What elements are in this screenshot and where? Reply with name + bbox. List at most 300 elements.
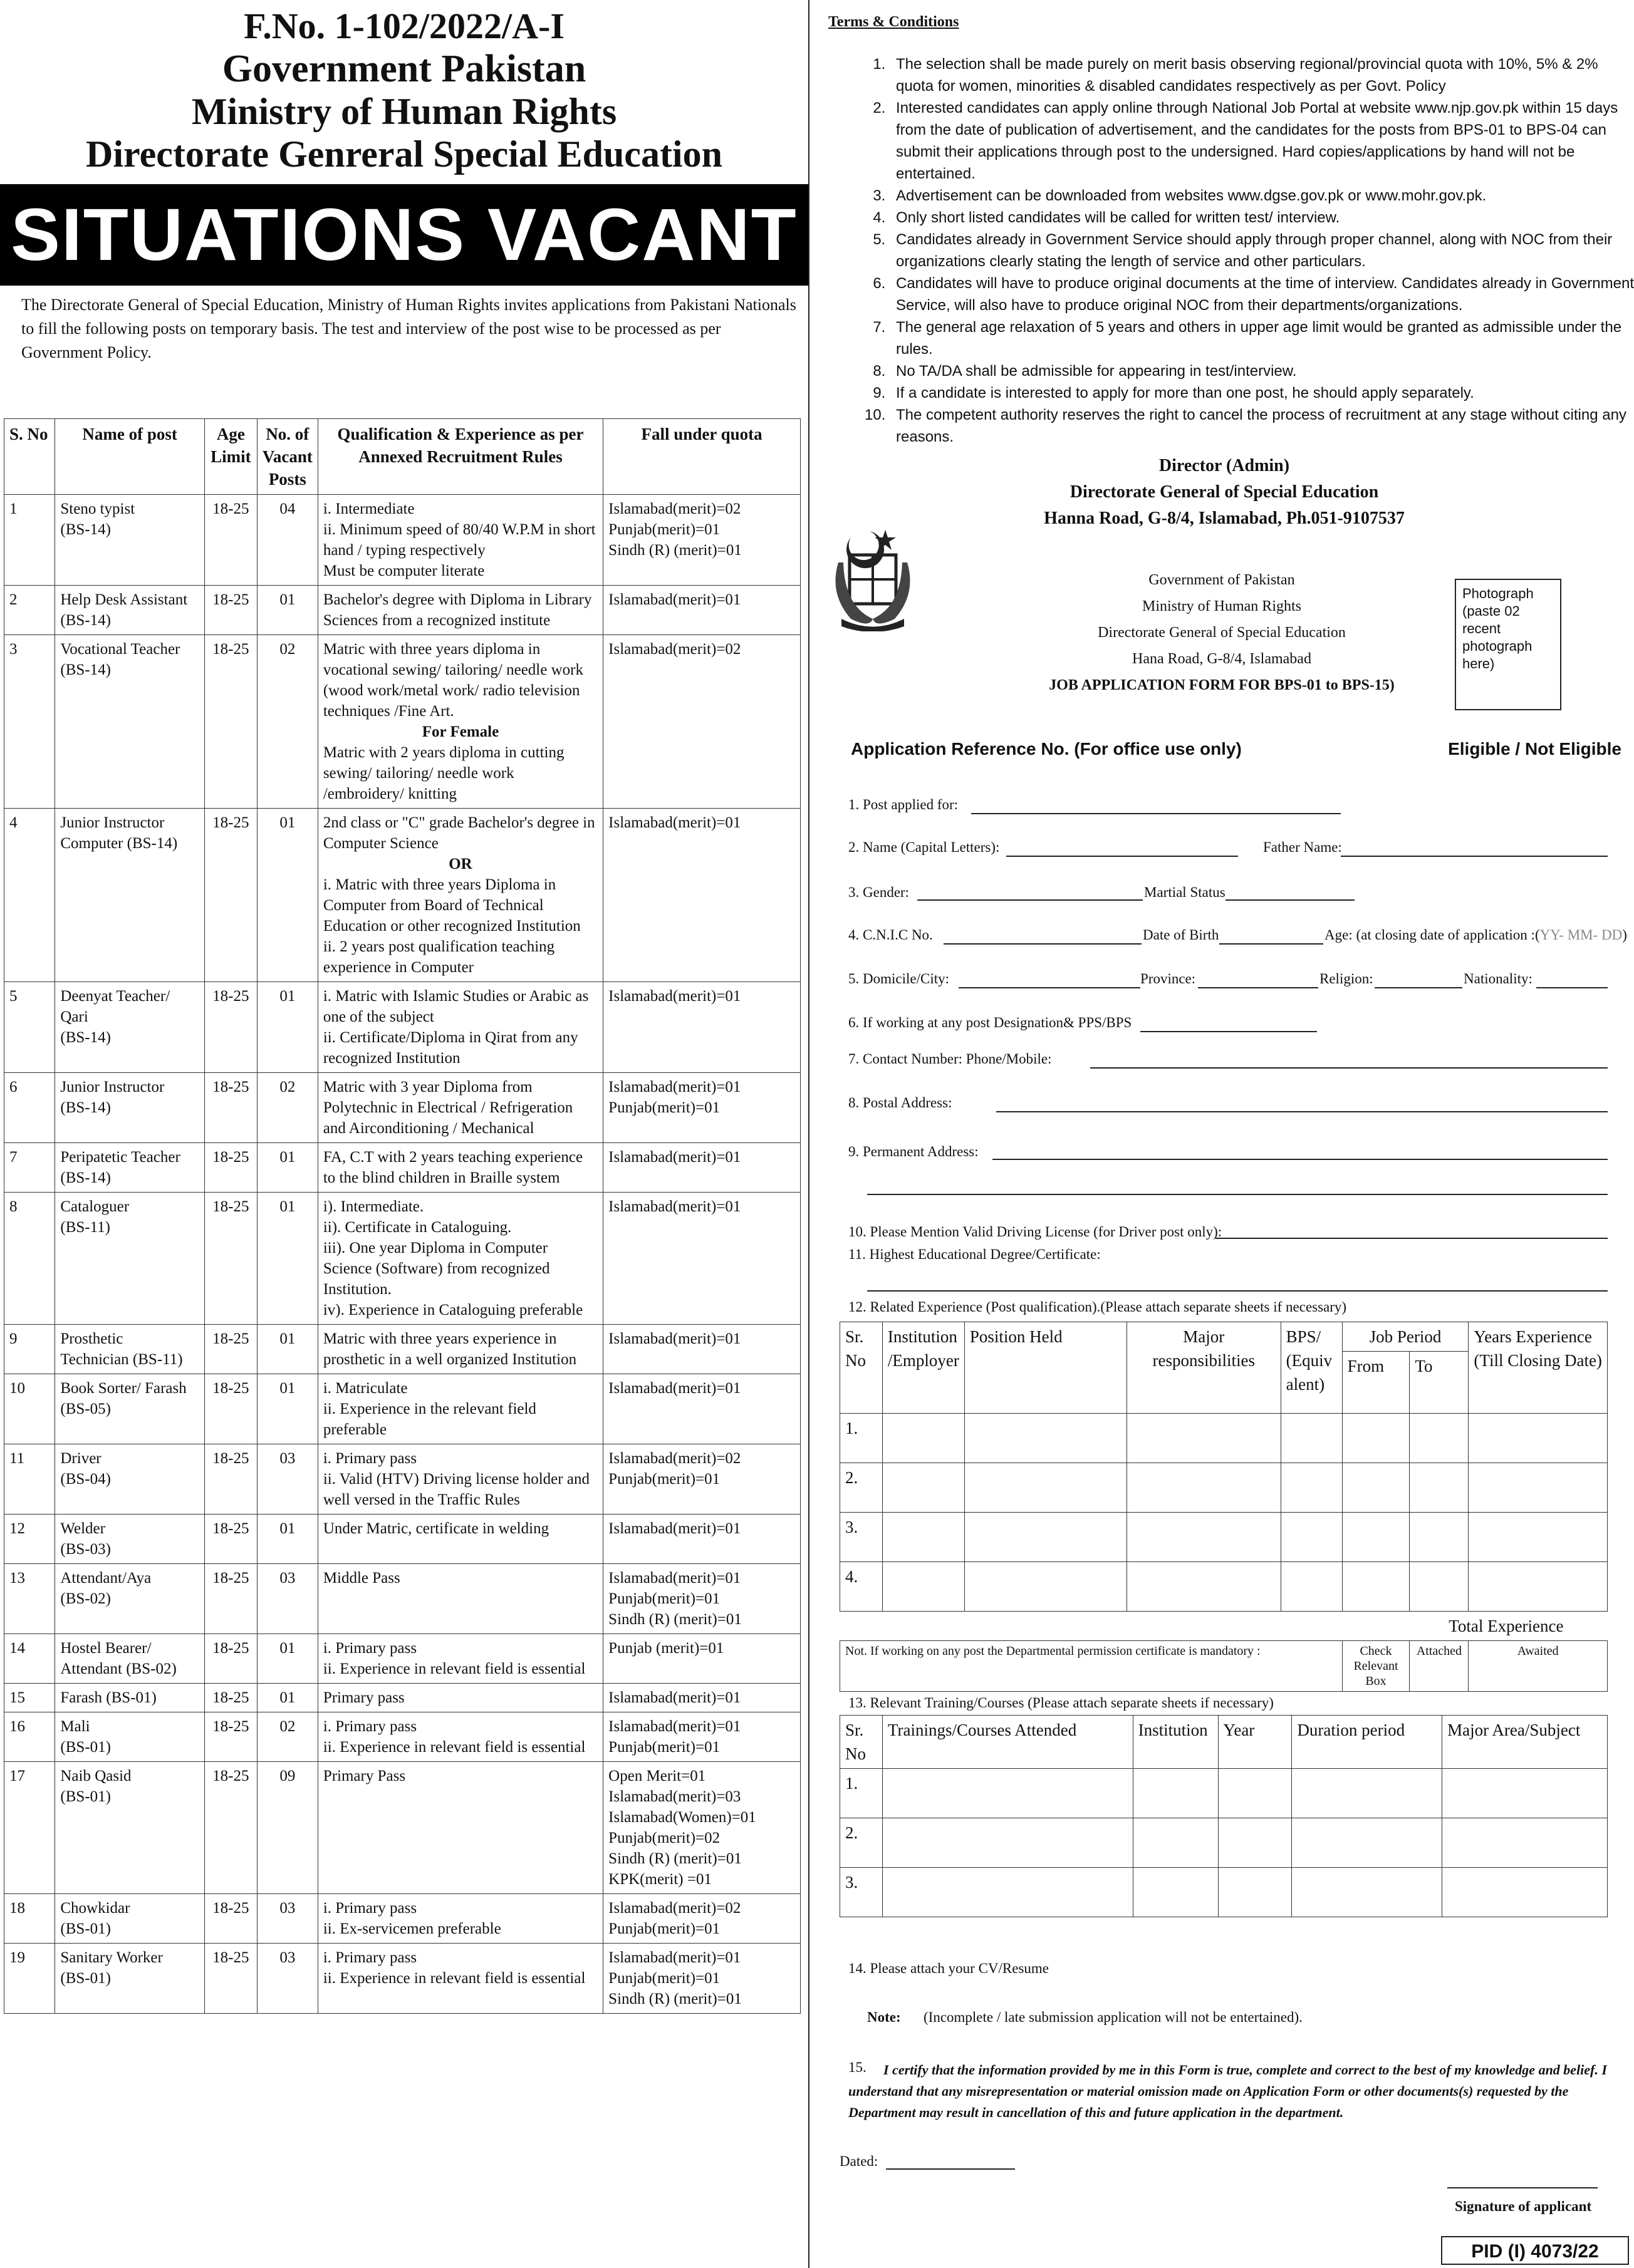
marital-status-field[interactable] [1226, 899, 1355, 901]
vacant-cell: 01 [257, 982, 318, 1073]
sno-cell: 8 [4, 1193, 55, 1325]
exp-institution-header: Institution /Employer [882, 1322, 964, 1414]
vacancy-row [4, 1894, 801, 1944]
sno-cell: 6 [4, 1073, 55, 1143]
post-cell-line: Hostel Bearer/ [60, 1640, 152, 1657]
gender-field[interactable] [917, 899, 1143, 901]
quota-cell [603, 1193, 801, 1325]
trn-sr-header: Sr. No [840, 1716, 883, 1769]
quota-cell [603, 1894, 801, 1944]
qualification-cell [318, 809, 603, 982]
experience-table [840, 1322, 1608, 1692]
province-label: Province: [1140, 971, 1196, 986]
trn-course-header: Trainings/Courses Attended [882, 1716, 1133, 1769]
vacant-cell: 01 [257, 1193, 318, 1325]
dated-label: Dated: [840, 2153, 878, 2169]
training-cell[interactable] [1133, 1769, 1218, 1818]
signature-line[interactable] [1447, 2187, 1598, 2188]
vacancy-row [4, 809, 801, 982]
term-item: 6. Candidates will have to produce original documents at the time of interview. Candidates already in Government Service, will also have to produce original NOC from their departments/organizations. [890, 272, 1634, 316]
dob-field[interactable] [1219, 943, 1323, 945]
marital-status-label: Martial Status [1144, 884, 1226, 900]
sno-cell: 1 [4, 495, 55, 586]
qualification-cell [318, 1634, 603, 1684]
dated-field[interactable] [886, 2168, 1015, 2170]
vacancy-row [4, 1515, 801, 1564]
declaration-number: 15. [848, 2059, 866, 2075]
file-number: F.No. 1-102/2022/A-I [244, 6, 565, 46]
experience-row-number: 1. [840, 1414, 883, 1463]
quota-cell-line: Islamabad(merit)=01 [608, 1520, 741, 1537]
age-cell: 18-25 [204, 1762, 257, 1894]
qualification-cell-line: i. Primary pass [323, 1640, 417, 1657]
experience-cell[interactable] [1469, 1414, 1608, 1463]
training-cell[interactable] [1442, 1868, 1608, 1917]
directorate-title: Directorate Genreral Special Education [86, 133, 722, 175]
post-cell-line: (BS-14) [60, 612, 111, 629]
qualification-cell [318, 1073, 603, 1143]
training-cell[interactable] [882, 1769, 1133, 1818]
trn-area-header: Major Area/Subject [1442, 1716, 1608, 1769]
exp-to-header: To [1410, 1352, 1469, 1414]
quota-cell-line: KPK(merit) =01 [608, 1871, 712, 1888]
vacancy-table [4, 418, 801, 2014]
experience-cell[interactable] [1410, 1414, 1469, 1463]
permission-row [840, 1641, 1608, 1692]
quota-cell [603, 809, 801, 982]
experience-cell[interactable] [882, 1562, 964, 1612]
post-cell [55, 1193, 205, 1325]
post-cell-line: Help Desk Assistant [60, 591, 188, 608]
training-row-number: 2. [840, 1818, 883, 1868]
experience-cell[interactable] [964, 1513, 1127, 1562]
experience-cell[interactable] [1127, 1463, 1281, 1513]
vacancy-row [4, 635, 801, 809]
training-row-number: 3. [840, 1868, 883, 1917]
qualification-cell [318, 982, 603, 1073]
post-cell-line: (BS-01) [60, 1920, 111, 1937]
vacant-cell: 03 [257, 1564, 318, 1634]
post-cell [55, 635, 205, 809]
qualification-cell-line: Must be computer literate [323, 562, 485, 579]
ministry-title: Ministry of Human Rights [191, 91, 617, 132]
photograph-box[interactable]: Photograph (paste 02 recent photograph here) [1455, 579, 1561, 710]
quota-cell-line: Sindh (R) (merit)=01 [608, 1611, 742, 1628]
post-cell-line: (BS-14) [60, 661, 111, 678]
terms-and-form-column [814, 0, 1634, 2268]
vacancy-row [4, 1374, 801, 1444]
vacancy-row [4, 495, 801, 586]
exp-from-header: From [1342, 1352, 1410, 1414]
sno-cell: 2 [4, 586, 55, 635]
experience-cell[interactable] [1127, 1513, 1281, 1562]
qualification-cell-line: OR [449, 856, 472, 873]
vacant-cell: 02 [257, 1712, 318, 1762]
total-experience-row [840, 1612, 1608, 1641]
training-cell[interactable] [1442, 1769, 1608, 1818]
post-cell [55, 1894, 205, 1944]
father-name-label: Father Name: [1263, 839, 1342, 855]
reference-label: Application Reference No. (For office use only) [851, 739, 1242, 759]
province-field[interactable] [1198, 987, 1318, 988]
quota-cell-line: Islamabad(merit)=01 [608, 1718, 741, 1735]
quota-cell-line: Islamabad(merit)=01 [608, 1198, 741, 1215]
qualification-cell-line: ii. Minimum speed of 80/40 W.P.M in short hand / typing respectively [323, 521, 596, 559]
quota-cell-line: Sindh (R) (merit)=01 [608, 542, 742, 559]
qualification-cell-line: For Female [422, 723, 499, 740]
experience-cell[interactable] [1342, 1414, 1410, 1463]
post-cell [55, 1762, 205, 1894]
experience-cell[interactable] [882, 1414, 964, 1463]
designation-field[interactable] [1140, 1031, 1317, 1032]
training-row-number: 1. [840, 1769, 883, 1818]
postal-address-field[interactable] [996, 1111, 1608, 1112]
col-quota: Fall under quota [603, 419, 801, 495]
training-cell[interactable] [1292, 1818, 1442, 1868]
training-cell[interactable] [1133, 1818, 1218, 1868]
age-cell: 18-25 [204, 1143, 257, 1193]
quota-cell [603, 1143, 801, 1193]
qualification-cell-line: Bachelor's degree with Diploma in Library Sciences from a recognized institute [323, 591, 592, 629]
qualification-cell [318, 1564, 603, 1634]
quota-cell-line: Islamabad(merit)=03 [608, 1788, 741, 1805]
quota-cell [603, 1374, 801, 1444]
age-cell: 18-25 [204, 1684, 257, 1712]
vacant-cell: 01 [257, 1143, 318, 1193]
sno-cell: 17 [4, 1762, 55, 1894]
post-applied-field[interactable] [971, 813, 1341, 814]
eligibility-label: Eligible / Not Eligible [1448, 739, 1621, 759]
domicile-label: 5. Domicile/City: [848, 971, 949, 986]
qualification-cell-line: ii. Experience in relevant field is essential [323, 1970, 586, 1987]
qualification-cell-line: i. Primary pass [323, 1718, 417, 1735]
domicile-field[interactable] [959, 987, 1140, 988]
age-cell: 18-25 [204, 495, 257, 586]
father-name-field[interactable] [1341, 856, 1608, 857]
training-cell[interactable] [1292, 1769, 1442, 1818]
quota-cell [603, 1073, 801, 1143]
qualification-cell [318, 635, 603, 809]
education-field[interactable] [867, 1290, 1608, 1292]
contact-field[interactable] [1090, 1067, 1608, 1069]
exp-position-header: Position Held [964, 1322, 1127, 1414]
qualification-cell-line: FA, C.T with 2 years teaching experience to the blind children in Braille system [323, 1149, 583, 1186]
vacancy-row [4, 586, 801, 635]
term-item: 2. Interested candidates can apply online through National Job Portal at website www.njp.gov.pk within 15 days from the date of publication of advertisement, and the candidates for the posts from BPS-01 to BPS-04 can submit their applications through post to the undersigned. Hard copies/applications by hand will not be entertained. [890, 97, 1634, 185]
permanent-address-label: 9. Permanent Address: [848, 1144, 979, 1159]
vacancy-row [4, 1444, 801, 1515]
col-sno: S. No [4, 419, 55, 495]
col-qualification: Qualification & Experience as per Annexed Recruitment Rules [318, 419, 603, 495]
terms-title: Terms & Conditions [828, 14, 959, 30]
age-label-text: Age: (at closing date of application :( [1324, 927, 1540, 943]
qualification-cell-line: ii. Experience in relevant field is essential [323, 1660, 586, 1677]
qualification-cell [318, 1193, 603, 1325]
nationality-field[interactable] [1536, 987, 1608, 988]
experience-row-number: 4. [840, 1562, 883, 1612]
quota-cell [603, 1564, 801, 1634]
trn-institution-header: Institution [1133, 1716, 1218, 1769]
training-cell[interactable] [1218, 1769, 1292, 1818]
post-cell-line: Sanitary Worker [60, 1949, 163, 1966]
experience-row [840, 1513, 1608, 1562]
experience-cell[interactable] [964, 1463, 1127, 1513]
col-post: Name of post [55, 419, 205, 495]
post-cell [55, 1444, 205, 1515]
experience-cell[interactable] [1342, 1562, 1410, 1612]
training-header-row [840, 1716, 1608, 1769]
post-cell-line: Book Sorter/ Farash [60, 1380, 187, 1397]
quota-cell-line: Punjab(merit)=01 [608, 1739, 721, 1756]
declaration-text: I certify that the information provided by me in this Form is true, complete and correct to the best of my knowledge and belief. I understand that any misrepresentation or material omission made on Application Form or other documents(s) requested by the Department may result in cancellation of this and future application in the department. [848, 2062, 1607, 2120]
qualification-cell-line: ii. 2 years post qualification teaching experience in Computer [323, 938, 555, 976]
experience-cell[interactable] [1410, 1562, 1469, 1612]
experience-cell[interactable] [1342, 1513, 1410, 1562]
form-ministry: Ministry of Human Rights [1142, 598, 1301, 614]
permanent-address-field-2[interactable] [867, 1194, 1608, 1195]
vacancy-row [4, 1143, 801, 1193]
qualification-cell [318, 1325, 603, 1374]
age-cell: 18-25 [204, 635, 257, 809]
quota-cell [603, 1325, 801, 1374]
quota-cell-line: Islamabad(merit)=02 [608, 1450, 741, 1467]
post-cell-line: (BS-04) [60, 1471, 111, 1488]
driving-license-field[interactable] [1215, 1238, 1608, 1239]
qualification-cell [318, 586, 603, 635]
post-cell-line: Vocational Teacher [60, 641, 180, 658]
quota-cell [603, 1515, 801, 1564]
vacant-cell: 01 [257, 809, 318, 982]
quota-cell-line: Punjab(merit)=01 [608, 1970, 721, 1987]
post-cell-line: (BS-01) [60, 1739, 111, 1756]
term-item: 9. If a candidate is interested to apply for more than one post, he should apply separately. [890, 382, 1634, 404]
post-cell [55, 1712, 205, 1762]
qualification-cell [318, 1762, 603, 1894]
post-cell-line: Technician (BS-11) [60, 1351, 183, 1368]
post-cell [55, 1684, 205, 1712]
post-cell [55, 809, 205, 982]
experience-cell[interactable] [1410, 1513, 1469, 1562]
advertisement-column [0, 0, 809, 2268]
post-cell-line: Cataloguer [60, 1198, 130, 1215]
age-cell: 18-25 [204, 1564, 257, 1634]
sno-cell: 16 [4, 1712, 55, 1762]
experience-cell[interactable] [1410, 1463, 1469, 1513]
post-cell [55, 1944, 205, 2014]
postal-address-label: 8. Postal Address: [848, 1095, 952, 1111]
post-cell [55, 1325, 205, 1374]
qualification-cell-line: i). Intermediate. [323, 1198, 424, 1215]
experience-cell[interactable] [882, 1463, 964, 1513]
note-text: (Incomplete / late submission application will not be entertained). [924, 2009, 1303, 2025]
trn-duration-header: Duration period [1292, 1716, 1442, 1769]
age-cell: 18-25 [204, 586, 257, 635]
post-cell-line: (BS-05) [60, 1401, 111, 1417]
post-cell-line: (BS-14) [60, 1169, 111, 1186]
sno-cell: 9 [4, 1325, 55, 1374]
experience-cell[interactable] [1127, 1414, 1281, 1463]
experience-section-label: 12. Related Experience (Post qualification).(Please attach separate sheets if necessary) [848, 1299, 1347, 1315]
awaited-checkbox[interactable]: Awaited [1469, 1641, 1608, 1692]
vacant-cell: 01 [257, 1515, 318, 1564]
signature-label: Signature of applicant [1455, 2198, 1592, 2214]
quota-cell [603, 586, 801, 635]
vacancy-row [4, 1762, 801, 1894]
qualification-cell [318, 1374, 603, 1444]
religion-field[interactable] [1375, 987, 1462, 988]
experience-cell[interactable] [1281, 1414, 1342, 1463]
situations-vacant-banner: SITUATIONS VACANT [0, 184, 808, 286]
permanent-address-field[interactable] [992, 1159, 1608, 1160]
experience-cell[interactable] [882, 1513, 964, 1562]
quota-cell-line: Islamabad(merit)=01 [608, 1079, 741, 1095]
training-cell[interactable] [1218, 1868, 1292, 1917]
vacant-cell: 04 [257, 495, 318, 586]
age-cell: 18-25 [204, 1325, 257, 1374]
name-label: 2. Name (Capital Letters): [848, 839, 1000, 855]
experience-cell[interactable] [1469, 1463, 1608, 1513]
qualification-cell-line: i. Matriculate [323, 1380, 408, 1397]
age-label [1324, 927, 1627, 943]
post-cell-line: Deenyat Teacher/ [60, 988, 170, 1005]
pid-badge: PID (I) 4073/22 [1441, 2236, 1629, 2265]
terms-list [814, 53, 1634, 448]
quota-cell-line: Islamabad(merit)=01 [608, 814, 741, 831]
education-label: 11. Highest Educational Degree/Certificate: [848, 1246, 1101, 1262]
qualification-cell-line: Matric with 3 year Diploma from Polytechnic in Electrical / Refrigeration and Airconditioning / Mechanical [323, 1079, 573, 1137]
religion-label: Religion: [1319, 971, 1373, 986]
experience-cell[interactable] [1469, 1513, 1608, 1562]
post-cell [55, 1564, 205, 1634]
qualification-cell-line: ii. Valid (HTV) Driving license holder and well versed in the Traffic Rules [323, 1471, 590, 1508]
post-cell [55, 1374, 205, 1444]
age-cell: 18-25 [204, 1073, 257, 1143]
nationality-label: Nationality: [1464, 971, 1533, 986]
experience-cell[interactable] [964, 1414, 1127, 1463]
term-item: 4. Only short listed candidates will be called for written test/ interview. [890, 207, 1634, 229]
experience-cell[interactable] [1127, 1562, 1281, 1612]
quota-cell-line: Islamabad(merit)=01 [608, 1149, 741, 1166]
post-applied-label: 1. Post applied for: [848, 797, 959, 812]
training-section-label: 13. Relevant Training/Courses (Please attach separate sheets if necessary) [848, 1695, 1274, 1711]
intro-paragraph: The Directorate General of Special Education, Ministry of Human Rights invites applications from Pakistani Nationals to fill the following posts on temporary basis. The test and interview of the post wise to be processed as per Government Policy. [21, 296, 796, 361]
qualification-cell-line: ii. Certificate/Diploma in Qirat from any recognized Institution [323, 1029, 578, 1067]
form-header [1002, 567, 1441, 698]
qualification-cell [318, 495, 603, 586]
age-format-hint: YY- MM- DD [1539, 927, 1623, 943]
post-cell-line: (BS-03) [60, 1541, 111, 1558]
name-field[interactable] [1006, 856, 1238, 857]
age-cell: 18-25 [204, 809, 257, 982]
age-cell: 18-25 [204, 1894, 257, 1944]
experience-cell[interactable] [1469, 1562, 1608, 1612]
experience-cell[interactable] [1342, 1463, 1410, 1513]
vacant-cell: 03 [257, 1894, 318, 1944]
post-cell [55, 1515, 205, 1564]
post-cell-line: Attendant (BS-02) [60, 1660, 177, 1677]
quota-cell-line: Punjab(merit)=01 [608, 1920, 721, 1937]
qualification-cell [318, 1894, 603, 1944]
sno-cell: 13 [4, 1564, 55, 1634]
post-cell-line: (BS-01) [60, 1970, 111, 1987]
director-address: Hanna Road, G-8/4, Islamabad, Ph.051-9107537 [1044, 509, 1405, 528]
vacant-cell: 01 [257, 1684, 318, 1712]
post-cell-line: (BS-02) [60, 1590, 111, 1607]
cnic-field[interactable] [944, 943, 1142, 945]
vacant-cell: 09 [257, 1762, 318, 1894]
quota-cell-line: Punjab(merit)=01 [608, 521, 721, 538]
vacancy-row [4, 1193, 801, 1325]
quota-cell [603, 495, 801, 586]
training-row [840, 1818, 1608, 1868]
training-cell[interactable] [1133, 1868, 1218, 1917]
vacant-cell: 01 [257, 1634, 318, 1684]
term-item: 1. The selection shall be made purely on merit basis observing regional/provincial quota with 10%, 5% & 2% quota for women, minorities & disabled candidates respectively as per Govt. Policy [890, 53, 1634, 97]
qualification-cell-line: i. Intermediate [323, 500, 415, 517]
experience-cell[interactable] [1281, 1513, 1342, 1562]
post-cell-line: (BS-01) [60, 1788, 111, 1805]
experience-row [840, 1562, 1608, 1612]
vacant-cell: 02 [257, 635, 318, 809]
qualification-cell-line: i. Primary pass [323, 1450, 417, 1467]
quota-cell-line: Islamabad(merit)=02 [608, 641, 741, 658]
attached-checkbox[interactable]: Attached [1410, 1641, 1469, 1692]
quota-cell [603, 1684, 801, 1712]
training-cell[interactable] [1442, 1818, 1608, 1868]
experience-row [840, 1463, 1608, 1513]
qualification-cell-line: 2nd class or "C" grade Bachelor's degree in Computer Science [323, 814, 595, 852]
experience-cell[interactable] [1281, 1463, 1342, 1513]
quota-cell-line: Sindh (R) (merit)=01 [608, 1991, 742, 2007]
vacant-cell: 03 [257, 1444, 318, 1515]
sno-cell: 10 [4, 1374, 55, 1444]
contact-label: 7. Contact Number: Phone/Mobile: [848, 1051, 1052, 1067]
vacancy-row [4, 1073, 801, 1143]
post-cell-line: Prosthetic [60, 1330, 123, 1347]
vacant-cell: 01 [257, 586, 318, 635]
sno-cell: 12 [4, 1515, 55, 1564]
qualification-cell-line: i. Primary pass [323, 1900, 417, 1917]
training-cell[interactable] [1218, 1818, 1292, 1868]
experience-cell[interactable] [964, 1562, 1127, 1612]
experience-cell[interactable] [1281, 1562, 1342, 1612]
age-cell: 18-25 [204, 982, 257, 1073]
term-item: 5. Candidates already in Government Service should apply through proper channel, along with NOC from their organizations clearly stating the length of service and other particulars. [890, 229, 1634, 272]
vacancy-row [4, 1564, 801, 1634]
post-cell-line: Junior Instructor [60, 1079, 165, 1095]
age-cell: 18-25 [204, 1193, 257, 1325]
vacancy-row [4, 1325, 801, 1374]
sno-cell: 14 [4, 1634, 55, 1684]
quota-cell [603, 1762, 801, 1894]
post-cell-line: (BS-14) [60, 1099, 111, 1116]
vacancy-table-header [4, 419, 801, 495]
total-experience-label: Total Experience [840, 1612, 1608, 1641]
training-cell[interactable] [1292, 1868, 1442, 1917]
quota-cell [603, 635, 801, 809]
qualification-cell-line: Matric with three years experience in prosthetic in a well organized Institution [323, 1330, 577, 1368]
exp-period-header: Job Period [1342, 1322, 1469, 1352]
quota-cell [603, 1444, 801, 1515]
application-reference-row [851, 739, 1621, 759]
sno-cell: 3 [4, 635, 55, 809]
government-emblem-icon [826, 525, 920, 631]
training-cell[interactable] [882, 1818, 1133, 1868]
quota-cell [603, 1712, 801, 1762]
training-cell[interactable] [882, 1868, 1133, 1917]
vacant-cell: 01 [257, 1325, 318, 1374]
post-cell-line: (BS-11) [60, 1219, 111, 1236]
